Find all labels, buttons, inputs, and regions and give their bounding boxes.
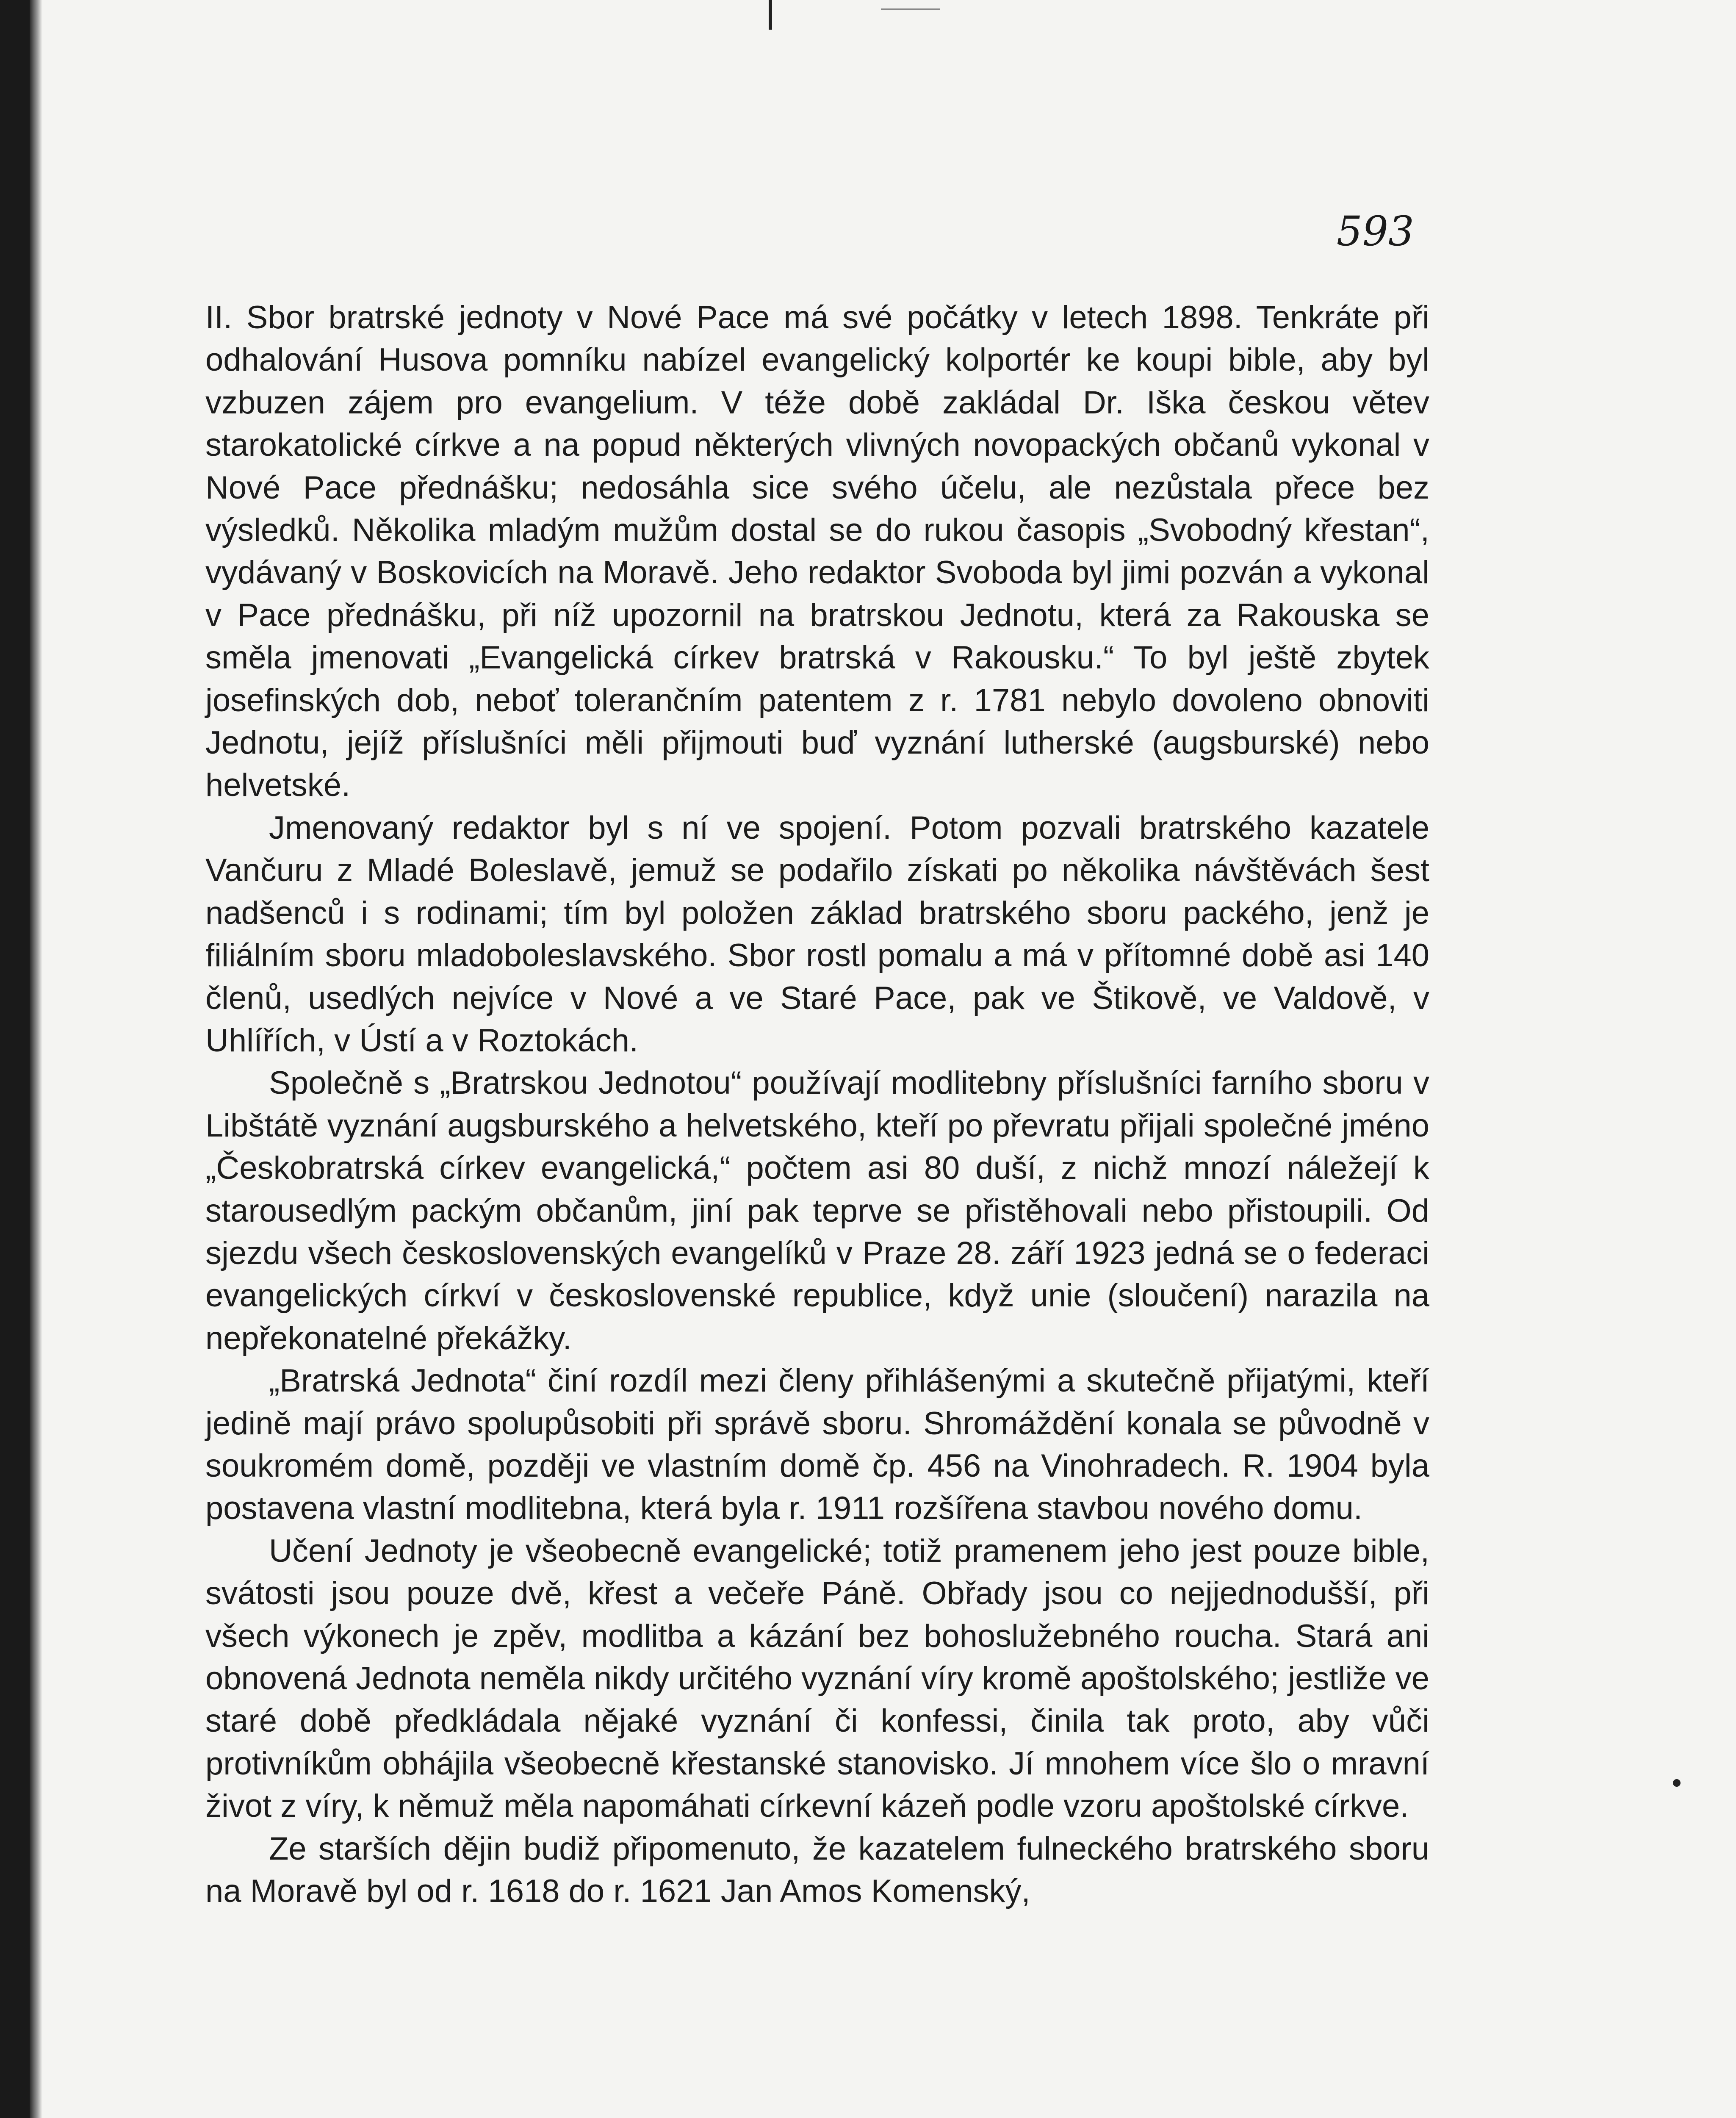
paragraph: Ze starších dějin budiž připomenuto, že kazatelem fulneckého bratrského sboru na Moravě byl od r. 1618 do r. 1621 Jan Amos Komenský, (205, 1830, 1429, 1910)
scan-dot (1673, 1779, 1681, 1787)
scan-mark (881, 8, 940, 10)
paragraph: Jmenovaný redaktor byl s ní ve spojení. Potom pozvali bratrského kazatele Vančuru z Mladé Boleslavě, jemuž se podařilo získati po několika návštěvách šest nadšenců i s rodinami; tím byl položen základ bratrského sboru packého, jenž je filiálním sboru mladoboleslavského. Sbor rostl pomalu a má v přítomné době asi 140 členů, usedlých nejvíce v Nové a ve Staré Pace, pak ve Štikově, ve Valdově, v Uhlířích, v Ústí a v Roztokách. (205, 809, 1429, 1059)
paragraph: „Bratrská Jednota“ činí rozdíl mezi členy přihlášenými a skutečně přijatými, kteří jedině mají právo spolupůsobiti při správě sboru. Shromáždění konala se původně v soukromém domě, později ve vlastním domě čp. 456 na Vinohradech. R. 1904 byla postavena vlastní modlitebna, která byla r. 1911 rozšířena stavbou nového domu. (205, 1363, 1429, 1527)
document-page (30, 0, 1736, 2118)
paragraph: Společně s „Bratrskou Jednotou“ používají modlitebny příslušníci farního sboru v Libštátě vyznání augsburského a helvetského, kteří po převratu přijali společné jméno „Českobratrská církev evangelická,“ počtem asi 80 duší, z nichž mnozí náležejí k starousedlým packým občanům, jiní pak teprve se přistěhovali nebo přistoupili. Od sjezdu všech československých evangelíků v Praze 28. září 1923 jedná se o federaci evangelických církví v československé republice, když unie (sloučení) narazila na nepřekonatelné překážky. (205, 1065, 1429, 1356)
page-number: 593 (1336, 208, 1414, 255)
paragraph: II. Sbor bratrské jednoty v Nové Pace má své počátky v letech 1898. Tenkráte při odhalování Husova pomníku nabízel evangelický kolportér ke koupi bible, aby byl vzbuzen zájem pro evangelium. V téže době zakládal Dr. Iška českou větev starokatolické církve a na popud některých vlivných novopackých občanů vykonal v Nové Pace přednášku; nedosáhla sice svého účelu, ale nezůstala přece bez výsledků. Několika mladým mužům dostal se do rukou časopis „Svobodný křestan“, vydávaný v Boskovicích na Moravě. Jeho redaktor Svoboda byl jimi pozván a vykonal v Pace přednášku, při níž upozornil na bratrskou Jednotu, která za Rakouska se směla jmenovati „Evangelická církev bratrská v Rakousku.“ To byl ještě zbytek josefinských dob, neboť tolerančním patentem z r. 1781 nebylo dovoleno obnoviti Jednotu, jejíž příslušníci měli přijmouti buď vyznání lutherské (augsburské) nebo helvetské. (205, 299, 1429, 804)
page-edge-shadow (30, 0, 42, 2118)
paragraph: Učení Jednoty je všeobecně evangelické; totiž pramenem jeho jest pouze bible, svátosti jsou pouze dvě, křest a večeře Páně. Obřady jsou co nejjednodušší, při všech výkonech je zpěv, modlitba a kázání bez bohoslužebného roucha. Stará ani obnovená Jednota neměla nikdy určitého vyznání víry kromě apoštolského; jestliže ve staré době předkládala nějaké vyznání či konfessi, činila tak proto, aby vůči protivníkům obhájila všeobecně křestanské stanovisko. Jí mnohem více šlo o mravní život z víry, k němuž měla napomáhati církevní kázeň podle vzoru apoštolské církve. (205, 1533, 1429, 1824)
scan-mark (769, 0, 772, 30)
body-text (205, 297, 1429, 1913)
